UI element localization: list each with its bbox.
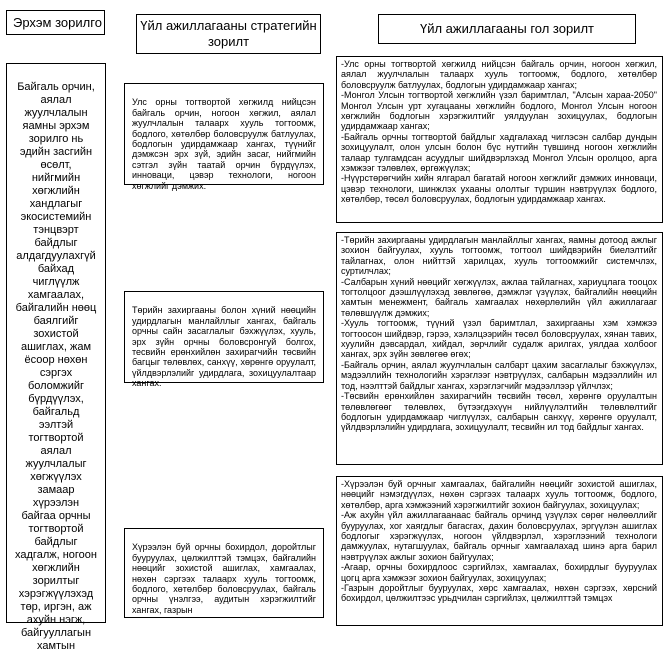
- goal-item: -Салбарын хүний нөөцийг хөгжүүлэх, ажлаа тайлагнах, хариуцлага тооцох тогтолцоог дээшлүүлэхэд зөвлөгөө, дэмжлэг үзүүлэх, байгалийн нөөцийн хамтын менежмент, байгаль хамгаалах нөхөрлөлийн үйл ажиллагааг төлөвшүүлж дэмжих;: [341, 276, 657, 318]
- goal-item: -Аж ахуйн үйл ажиллагаанаас байгаль орчинд үзүүлэх сөрөг нөлөөллийг бууруулах, хог хаягдлыг багасгах, дахин боловсруулах, эргүүлэн ашиглах бодлогыг хэрэгжүүлэх, ногоон үйлдвэрлэл, хэрэглээний технологи дамжуулах, нутагшуулах, байгаль орчныг хамгаалахад шинэ арга барил нэвтрүүлэх ажлыг зохион байгуулах;: [341, 510, 657, 562]
- goal-item: -Улс орны тогтвортой хөгжилд нийцсэн байгаль орчин, ногоон хөгжил, аялал жуулчлалын талаарх хууль тогтоомж, бодлого, хөтөлбөр боловсруулж батлуулах, бодлогын удирдамжаар хангах;: [341, 59, 657, 90]
- strategic-objective-3-text: Хүрээлэн буй орчны бохирдол, доройтлыг бууруулах, цөлжилттэй тэмцэх, байгалийн нөөцийг зохистой ашиглах, хамгаалах, нөхөн сэргээх талаарх хууль тогтоомж, бодлого, хөтөлбөр боловсруулах, байгаль орчны үнэлгээ, аудитын хэрэгжилтийг хангах, газрын: [132, 542, 316, 615]
- strategic-header-label: Үйл ажиллагааны стратегийн зорилт: [140, 18, 317, 49]
- strategic-objective-1-text: Улс орны тогтвортой хөгжилд нийцсэн байгаль орчин, ногоон хөгжил, аялал жуулчлалын талаарх хууль тогтоомж, бодлого, хөтөлбөр боловсруулж батлуулах, бодлогын удирдамжаар хангах, түүнийг дэмжсэн эрх зүй, эдийн засаг, нийгмийн сэтгэл зүйн таатай орчин бүрдүүлэх, инноваци, цэвэр технологи, ногоон хөгжлийг дэмжих.: [132, 97, 316, 191]
- main-goals-header-label: Үйл ажиллагааны гол зорилт: [419, 21, 594, 36]
- mission-header-label: Эрхэм зорилго: [13, 14, 102, 30]
- mission-header: [6, 10, 105, 35]
- strategic-header: [136, 14, 321, 54]
- strategic-objective-2: [124, 291, 324, 389]
- goal-item: -Хүрээлэн буй орчныг хамгаалах, байгалийн нөөцийг зохистой ашиглах, нөөцийг нэмэгдүүлэх, нөхөн сэргээх талаарх хууль тогтоомж, бодлого, хөтөлбөр, арга хэмжээний хэрэгжилтийг зохион байгуулах, зохицуулах;: [341, 479, 657, 510]
- goal-item: -Төсвийн ерөнхийлөн захирагчийн төсвийн төсөл, хөрөнгө оруулалтын төлөвлөгөөг төлөвлөх, бүтээгдэхүүн нийлүүлэлтийн төлөвлөлтийг бодлогын удирдамжаар чиглүүлэх, салбарын санхүү, хөрөнгө оруулалт, үйлдвэрлэлийн удирдлага, зохицуулалт, тесвийн ил тод байдлыг хангах.: [341, 391, 657, 433]
- goal-item: -Монгол Улсын тогтвортой хөгжлийн үзэл баримтлал, "Алсын хараа-2050" Монгол Улсын урт хугацааны хөгжлийн бодлого, Монгол Улсын ногоон хөгжлийн бодлогын хэрэгжилтийг уялдуулан зохицуулах, бодлогын удирдамжаар хангах;: [341, 90, 657, 132]
- goal-item: -Хууль тогтоомж, түүний үзэл баримтлал, захиргааны хэм хэмжээ тогтоосон шийдвэр, гэрээ, хэлэлцээрийн төсөл боловсруулах, хянан тавих, хуулийн дэвсардал, хийдал, зөрчлийг судалж арилгах, уялдаа холбоог хангах, эрх зүйн зөвлөгөө өгөх;: [341, 318, 657, 360]
- goal-item: -Агаар, орчны бохирдлоос сэргийлэх, хамгаалах, бохирдлыг бууруулах цогц арга хэмжээг зохион байгуулах, зохицуулах;: [341, 562, 657, 583]
- main-goals-group-3: [336, 476, 663, 626]
- strategic-objective-1: [124, 83, 324, 191]
- strategic-objective-3: [124, 528, 324, 618]
- goal-item: -Газрын доройтлыг бууруулах, хөрс хамгаалах, нөхөн сэргээх, хөрсний бохирдол, цөлжилтээс урьдчилан сэргийлэх, цөлжилттэй тэмцэх: [341, 583, 657, 604]
- main-goals-header: [378, 14, 636, 44]
- main-goals-group-2: [336, 232, 663, 465]
- goal-item: -Байгаль орчны тогтвортой байдлыг хадгалахад чиглэсэн салбар дундын зохицуулалт, олон улсын болон бүс нутгийн түвшинд ногоон хөгжлийн талаар тулгамдсан асуудлыг шийдвэрлэхэд Монгол Улсын оролцоо, арга хэмжээг тэлөвлөх, өргөжүүлэх;: [341, 131, 657, 174]
- goal-item: -Төрийн захиргааны удирдлагын манлайллыг хангах, яамны дотоод ажлыг зохион байгуулах, хууль тогтоомж, тогтоол шийдвэрийн биелэлтийг тайлагнах, олон нийттэй харилцах, хууль тогтоомжийг системчлэх, суртилчлах;: [341, 235, 657, 277]
- goal-item: -Байгаль орчин, аялал жуулчлалын салбарт цахим засаглалыг бэхжүүлэх, мэдээллийн технологийн хэрэглээг нэвтрүүлэх, салбарын мэдээллийн ил тод, нээлттэй байдлыг хангах, хэрэглэгчийг мэдээллээр үйлчлэх;: [341, 359, 657, 391]
- strategic-objective-2-text: Төрийн захиргааны болон хүний нөөцийн удирдлагын манлайллыг хангах, байгаль орчны сайн засаглалыг бэхжүүлэх, хууль, эрх зүйн орчны боловсронгуй болгох, тесвийн ерөнхийлөн захирагчийн төсвийн багцыг төлөвлөх, санхүү, хөрөнгө оруулалт, үйлдвэрлэлийг удирдлага, зохицуулалтаар хангах.: [132, 305, 316, 389]
- main-goals-group-1: [336, 56, 663, 223]
- mission-statement-box: [6, 63, 106, 652]
- mission-statement-text: Байгаль орчин, аялал жуулчлалын яамны эрхэм зорилго нь эдийн засгийн өсөлт, нийгмийн хөгжлийн хандлагыг экосистемийн тэнцвэрт байдлыг алдагдуулахгүй байхад чиглүүлж хамгаалах, байгалийн нөөц баялгийг зохистой ашиглах, жам ёсоор нөхөн сэргэх боломжийг бүрдүүлэх, байгальд ээлтэй тогтвортой аялал жуулчлалыг хөгжүүлэх замаар хүрээлэн байгаа орчны тогтвортой байдлыг хадгалж, ногоон хөгжлийн зорилтыг хэрэгжүүлэхэд төр, иргэн, аж ахуйн нэгж, байгууллагын хамтын: [15, 81, 97, 652]
- goal-item: -Нүүрстөрөгчийн хийн ялгарал багатай ногоон хөгжлийг дэмжих инноваци, цэвэр технологи, шинжлэх ухааны ололтыг түршин нэвтрүүлэх бодлого, хөтөлбөр, төсөл боловсруулах, бодлогын удирдамжаар хангах.: [341, 173, 657, 205]
